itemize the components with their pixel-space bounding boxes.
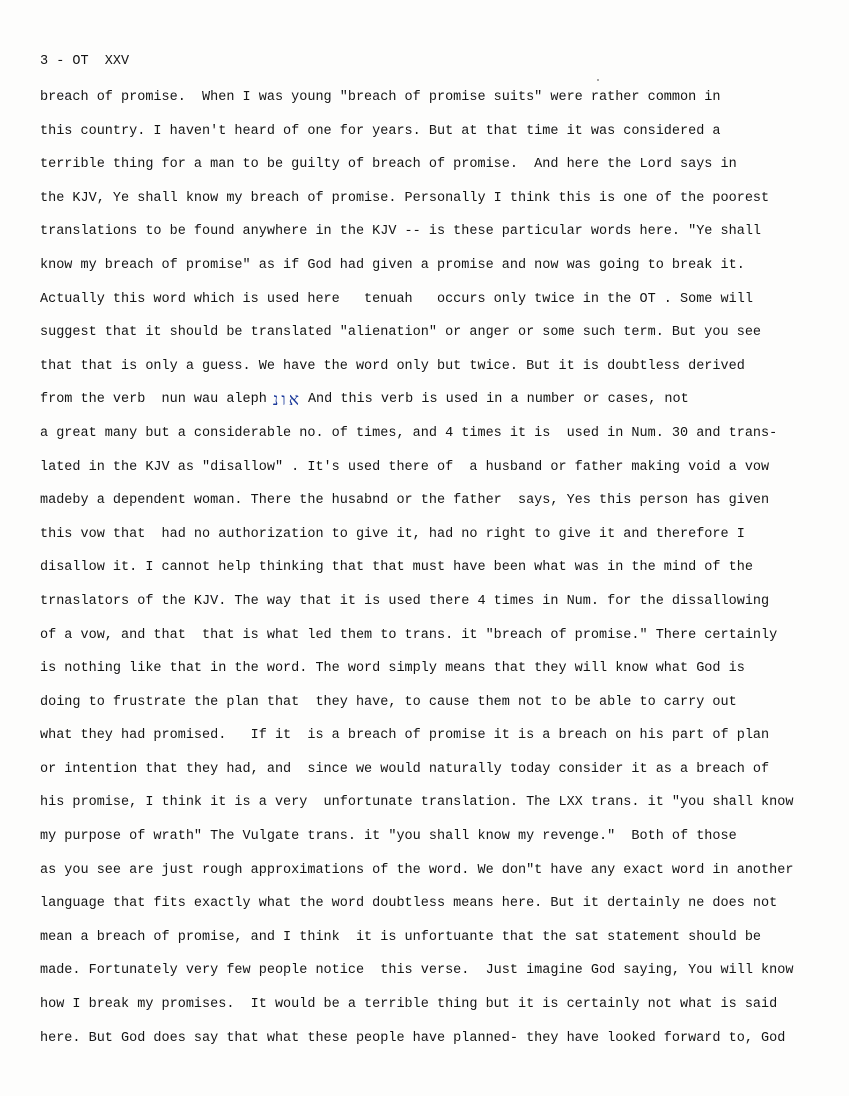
text-line: mean a breach of promise, and I think it is unfortuante that the sat statement should be xyxy=(40,929,762,945)
text-line: the KJV, Ye shall know my breach of promise. Personally I think this is one of the poorest xyxy=(40,190,770,206)
text-line: that that is only a guess. We have the word only but twice. But it is doubtless derived xyxy=(40,358,745,374)
text-line: from the verb nun wau aleph אונ And this verb is used in a number or cases, not xyxy=(40,390,830,424)
text-line: here. But God does say that what these people have planned- they have looked forward to, God xyxy=(40,1030,786,1046)
text-line: as you see are just rough approximations of the word. We don"t have any exact word in another xyxy=(40,862,794,878)
text-line: disallow it. I cannot help thinking that that must have been what was in the mind of the xyxy=(40,560,753,576)
text-line: lated in the KJV as "disallow" . It's used there of a husband or father making void a vow xyxy=(40,459,770,475)
text-line: or intention that they had, and since we would naturally today consider it as a breach of xyxy=(40,761,770,777)
text-line: madeby a dependent woman. There the husabnd or the father says, Yes this person has given xyxy=(40,493,770,509)
page-header: 3 - OT XXV xyxy=(40,54,130,69)
text-line: is nothing like that in the word. The word simply means that they will know what God is xyxy=(40,661,745,677)
hebrew-handwritten-word: אונ xyxy=(272,390,302,411)
text-line: breach of promise. When I was young "breach of promise suits" were rather common in xyxy=(40,90,721,105)
text-line: what they had promised. If it is a breach of promise it is a breach on his part of plan xyxy=(40,728,770,744)
text-line: suggest that it should be translated "alienation" or anger or some such term. But you see xyxy=(40,325,762,341)
text-line: know my breach of promise" as if God had given a promise and now was going to break it. xyxy=(40,257,745,273)
text-line: translations to be found anywhere in the KJV -- is these particular words here. "Ye shall xyxy=(40,224,762,240)
text-line: my purpose of wrath" The Vulgate trans. it "you shall know my revenge." Both of those xyxy=(40,829,737,845)
text-line: this vow that had no authorization to give it, had no right to give it and therefore I xyxy=(40,526,745,542)
body-text xyxy=(40,88,830,1062)
text-line: how I break my promises. It would be a terrible thing but it is certainly not what is said xyxy=(40,997,778,1013)
text-line: his promise, I think it is a very unfortunate translation. The LXX trans. it "you shall know xyxy=(40,795,794,811)
text-line: made. Fortunately very few people notice this verse. Just imagine God saying, You will know xyxy=(40,963,794,979)
text-line: Actually this word which is used here tenuah occurs only twice in the OT . Some will xyxy=(40,291,753,307)
text-line: trnaslators of the KJV. The way that it is used there 4 times in Num. for the dissallowing xyxy=(40,593,770,609)
text-line: language that fits exactly what the word doubtless means here. But it dertainly ne does not xyxy=(40,896,778,912)
paper-speck xyxy=(597,79,599,81)
text-line: doing to frustrate the plan that they have, to cause them not to be able to carry out xyxy=(40,694,737,710)
text-line: of a vow, and that that is what led them to trans. it "breach of promise." There certainly xyxy=(40,627,778,643)
text-line: this country. I haven't heard of one for years. But at that time it was considered a xyxy=(40,123,721,139)
text-line: terrible thing for a man to be guilty of breach of promise. And here the Lord says in xyxy=(40,157,737,173)
text-line: a great many but a considerable no. of times, and 4 times it is used in Num. 30 and trans- xyxy=(40,425,778,441)
